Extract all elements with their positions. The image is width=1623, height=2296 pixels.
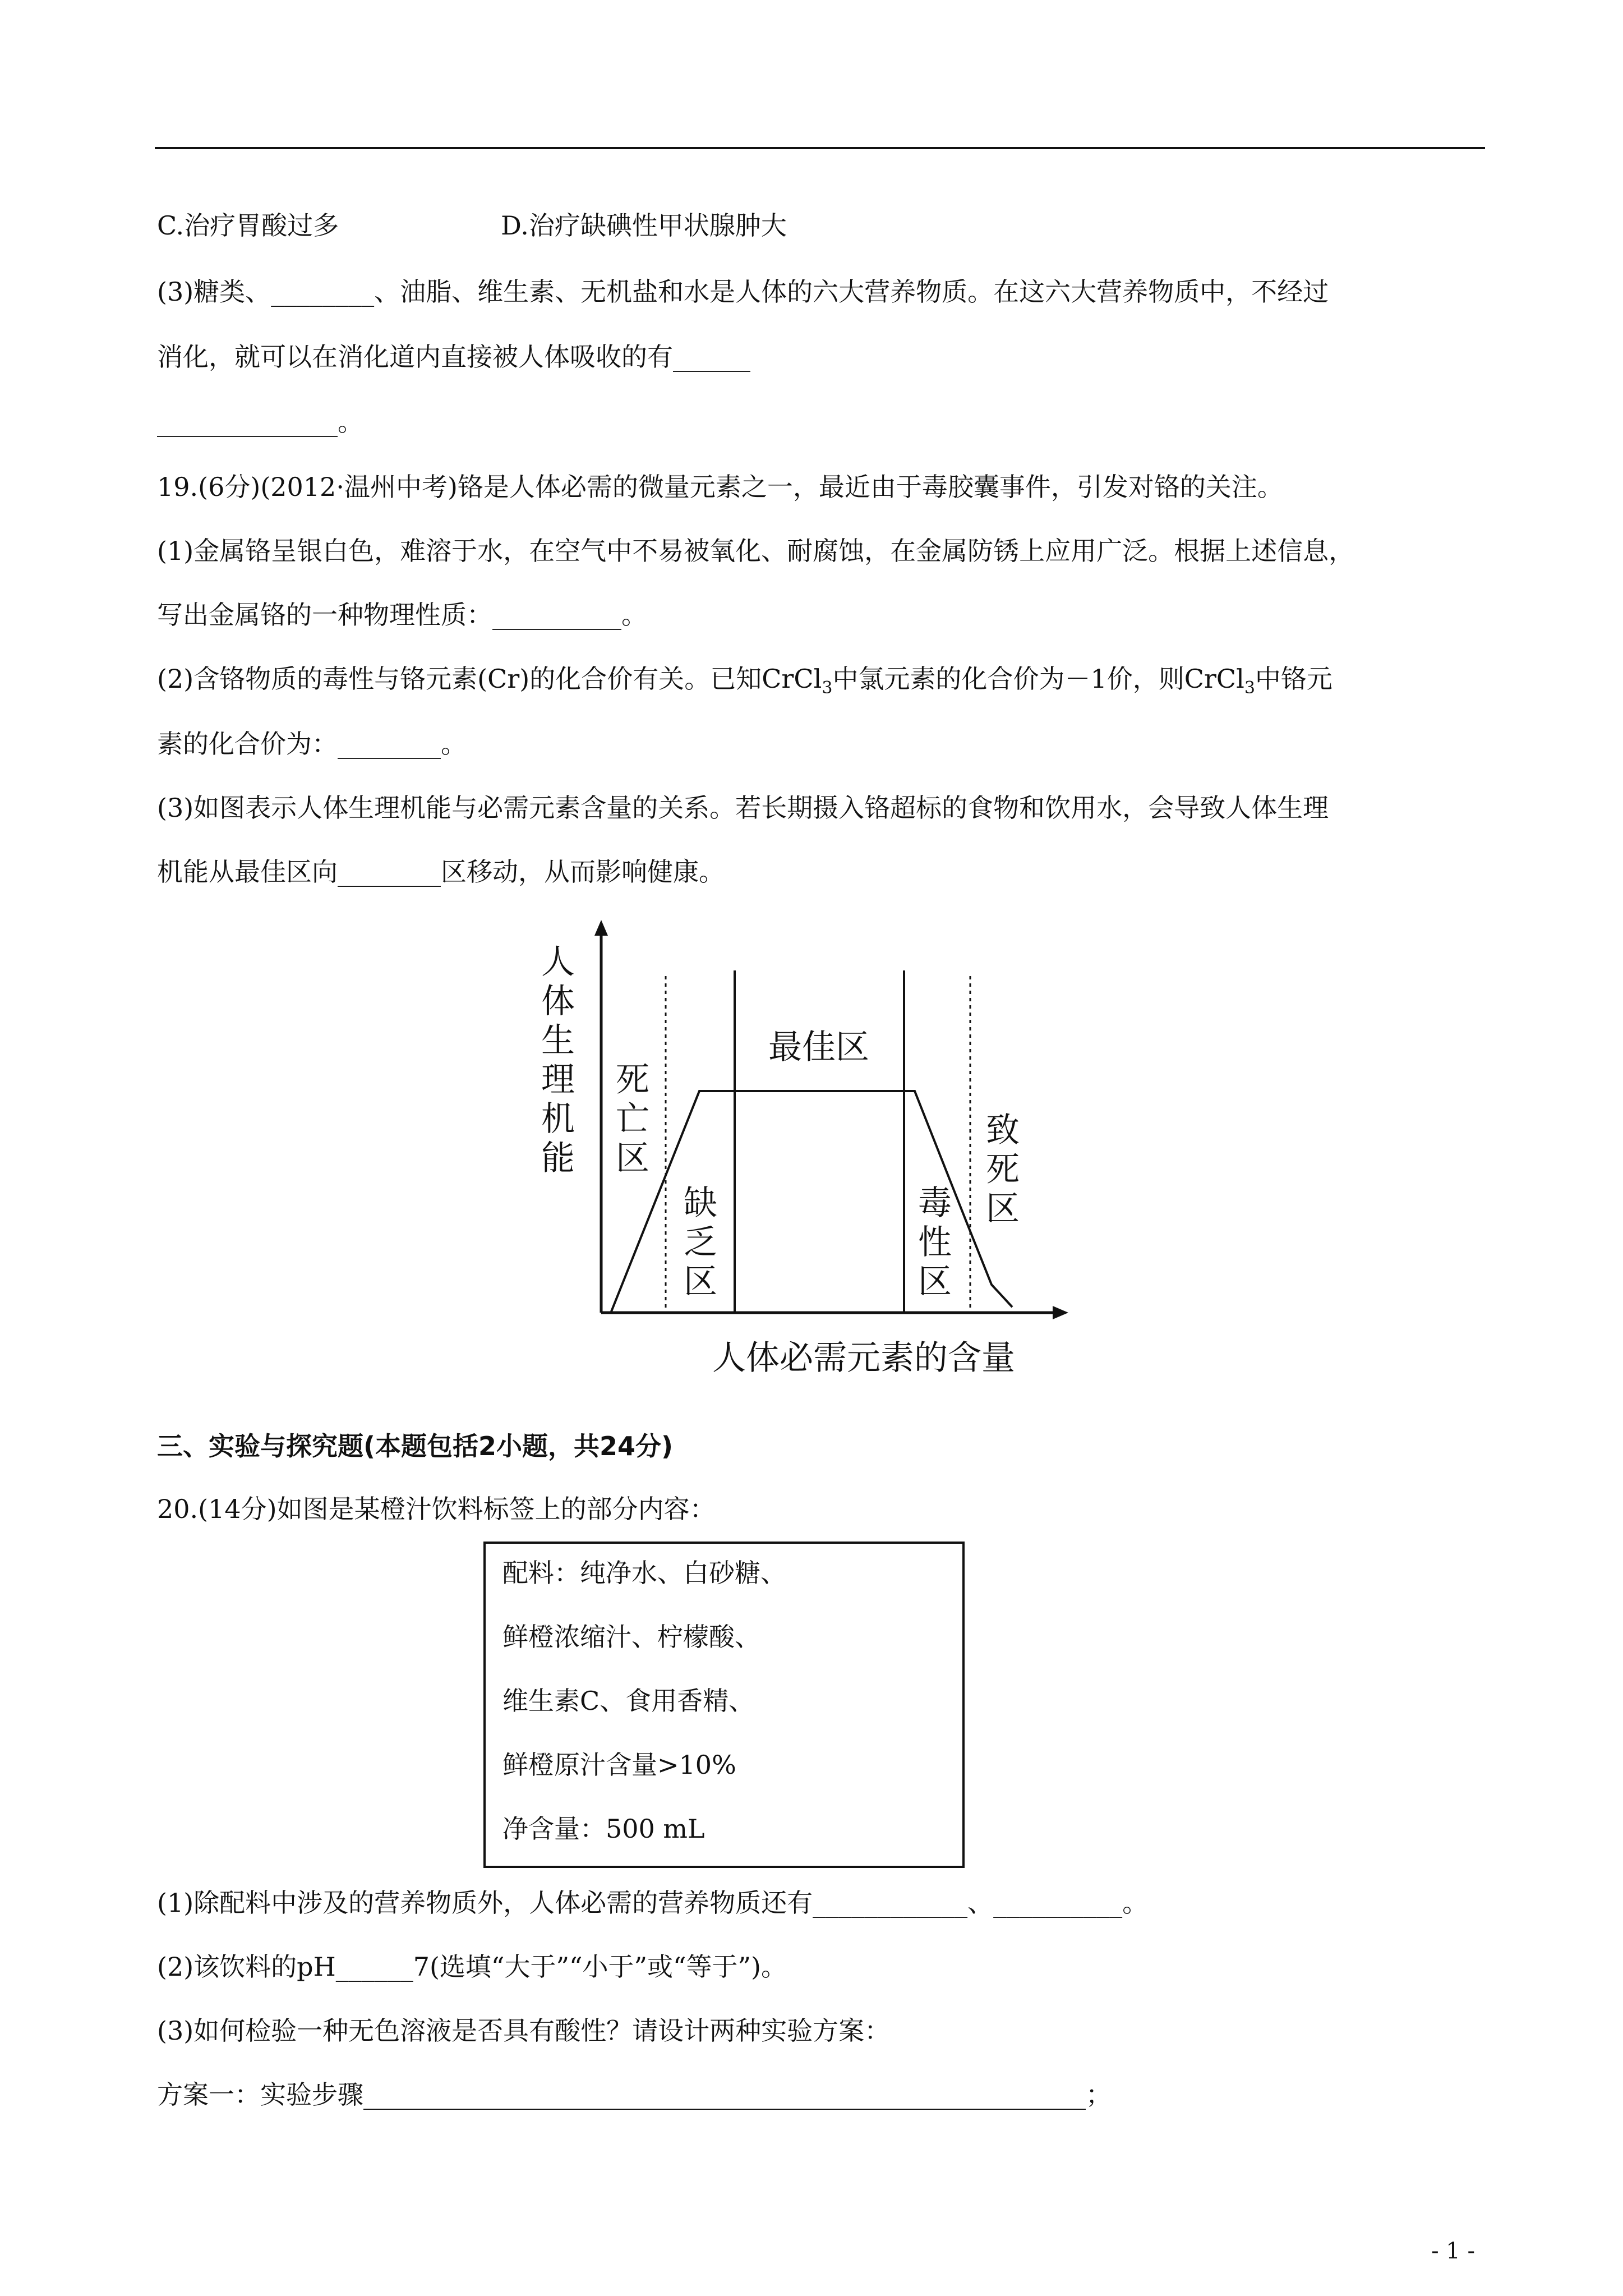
question-20-3-plan1: 方案一：实验步骤________________________________________________________； bbox=[157, 2079, 1112, 2110]
question-20-1: (1)除配料中涉及的营养物质外，人体必需的营养物质还有____________、__________。 bbox=[157, 1888, 1149, 1918]
question-19-3-line1: (3)如图表示人体生理机能与必需元素含量的关系。若长期摄入铬超标的食物和饮用水，会导致人体生理 bbox=[157, 793, 1329, 823]
question-18-3-line1: (3)糖类、________、油脂、维生素、无机盐和水是人体的六大营养物质。在这六大营养物质中，不经过 bbox=[157, 277, 1329, 307]
y-axis-arrow-icon bbox=[594, 920, 608, 936]
zone-death-label: 死亡区 bbox=[616, 1060, 649, 1178]
question-19-2-line1: (2)含铬物质的毒性与铬元素(Cr)的化合价有关。已知CrCl$_3$中氯元素的化合价为－1价，则CrCl$_3$中铬元 bbox=[157, 664, 1332, 698]
x-axis-arrow-icon bbox=[1053, 1306, 1068, 1319]
question-19-3-line2: 机能从最佳区向________区移动，从而影响健康。 bbox=[157, 857, 725, 887]
question-19-1-line1: (1)金属铬呈银白色，难溶于水，在空气中不易被氧化、耐腐蚀，在金属防锈上应用广泛。根据上述信息， bbox=[157, 536, 1355, 566]
option-c: C.治疗胃酸过多 bbox=[157, 210, 339, 241]
question-19-1-line2: 写出金属铬的一种物理性质：__________。 bbox=[157, 600, 647, 630]
zone-deficiency-label: 缺乏区 bbox=[684, 1184, 717, 1301]
element-function-diagram bbox=[538, 920, 1077, 1391]
juice-label-box bbox=[483, 1542, 965, 1868]
zone-optimal-label: 最佳区 bbox=[768, 1028, 869, 1067]
x-axis-label: 人体必需元素的含量 bbox=[712, 1338, 1015, 1378]
question-18-3-line3: ______________。 bbox=[157, 407, 363, 437]
y-axis-label: 人体生理机能 bbox=[541, 942, 575, 1178]
label-row: 维生素C、食用香精、 bbox=[502, 1686, 755, 1716]
label-row: 鲜橙原汁含量>10% bbox=[502, 1750, 736, 1780]
section-heading-3: 三、实验与探究题(本题包括2小题，共24分) bbox=[157, 1431, 674, 1461]
label-row: 净含量：500 mL bbox=[502, 1814, 705, 1844]
header-rule bbox=[155, 147, 1485, 149]
option-d: D.治疗缺碘性甲状腺肿大 bbox=[501, 210, 787, 241]
label-row: 鲜橙浓缩汁、柠檬酸、 bbox=[502, 1622, 760, 1652]
question-20-2: (2)该饮料的pH______7(选填“大于”“小于”或“等于”)。 bbox=[157, 1952, 787, 1982]
question-19-2-line2: 素的化合价为：________。 bbox=[157, 729, 467, 759]
question-20-title: 20.(14分)如图是某橙汁饮料标签上的部分内容： bbox=[157, 1494, 716, 1524]
zone-lethal-label: 致死区 bbox=[986, 1111, 1020, 1228]
zone-toxic-label: 毒性区 bbox=[918, 1184, 952, 1301]
question-20-3: (3)如何检验一种无色溶液是否具有酸性？请设计两种实验方案： bbox=[157, 2016, 891, 2046]
page-number: - 1 - bbox=[1431, 2238, 1475, 2264]
question-18-3-line2: 消化，就可以在消化道内直接被人体吸收的有______ bbox=[157, 342, 750, 372]
label-row: 配料：纯净水、白砂糖、 bbox=[502, 1558, 786, 1588]
question-19-title: 19.(6分)(2012·温州中考)铬是人体必需的微量元素之一，最近由于毒胶囊事件，引发对铬的关注。 bbox=[157, 472, 1283, 502]
